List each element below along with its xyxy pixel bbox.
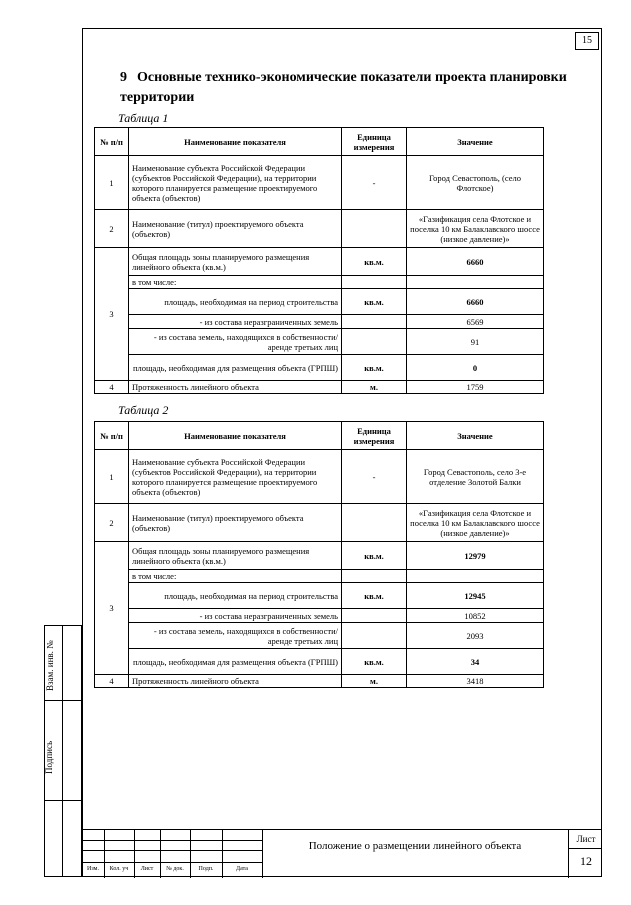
- row-unit: кв.м.: [342, 583, 407, 609]
- row-name: - из состава земель, находящихся в собственности/аренде третьих лиц: [129, 329, 342, 355]
- table-2: [94, 421, 544, 688]
- row-name: - из состава неразграниченных земель: [129, 315, 342, 329]
- section-heading: [120, 68, 590, 108]
- row-name: в том числе:: [129, 276, 342, 289]
- row-unit: кв.м.: [342, 289, 407, 315]
- row-name: - из состава земель, находящихся в собственности/аренде третьих лиц: [129, 623, 342, 649]
- row-num: 2: [95, 504, 129, 542]
- row-num: 4: [95, 675, 129, 688]
- row-value: 6569: [407, 315, 544, 329]
- row-value: 34: [407, 649, 544, 675]
- header-value: Значение: [407, 422, 544, 450]
- row-value: Город Севастополь, село 3-е отделение Золотой Балки: [407, 450, 544, 504]
- row-name: Общая площадь зоны планируемого размещения линейного объекта (кв.м.): [129, 542, 342, 570]
- stamp-col-izm: Изм.: [87, 866, 99, 872]
- row-value: «Газификация села Флотское и поселка 10 км Балаклавского шоссе (низкое давление)»: [407, 504, 544, 542]
- side-divider: [44, 800, 82, 801]
- row-name: Наименование (титул) проектируемого объекта (объектов): [129, 210, 342, 248]
- row-num: 3: [95, 542, 129, 675]
- row-name: Наименование субъекта Российской Федерации (субъектов Российской Федерации), на территории которого планируется размещение проектируемого объекта (объектов): [129, 450, 342, 504]
- row-value: 6660: [407, 248, 544, 276]
- header-name: Наименование показателя: [129, 422, 342, 450]
- title-block: [82, 829, 602, 877]
- row-value: 3418: [407, 675, 544, 688]
- row-value: 2093: [407, 623, 544, 649]
- row-unit: [342, 504, 407, 542]
- row-value: 91: [407, 329, 544, 355]
- row-unit: -: [342, 156, 407, 210]
- row-value: 10852: [407, 609, 544, 623]
- row-unit: -: [342, 450, 407, 504]
- stamp-col-kol: Кол. уч: [109, 866, 129, 872]
- stamp-col-date: Дата: [236, 866, 248, 872]
- row-num: 4: [95, 381, 129, 394]
- page-number: 15: [575, 32, 599, 50]
- row-name: Наименование субъекта Российской Федерации (субъектов Российской Федерации), на территории которого планируется размещение проектируемого объекта (объектов): [129, 156, 342, 210]
- stamp-col-doc: № док.: [166, 866, 184, 872]
- table2-caption: Таблица 2: [118, 403, 169, 417]
- row-unit: кв.м.: [342, 542, 407, 570]
- table1-caption: Таблица 1: [118, 111, 169, 125]
- row-num: 2: [95, 210, 129, 248]
- row-name: Протяженность линейного объекта: [129, 381, 342, 394]
- row-unit: [342, 210, 407, 248]
- row-unit: м.: [342, 675, 407, 688]
- row-value: 6660: [407, 289, 544, 315]
- header-unit: Единица измерения: [342, 422, 407, 450]
- row-name: площадь, необходимая на период строительства: [129, 583, 342, 609]
- table-1: [94, 127, 544, 394]
- header-unit: Единица измерения: [342, 128, 407, 156]
- header-name: Наименование показателя: [129, 128, 342, 156]
- row-value: 12945: [407, 583, 544, 609]
- row-name: площадь, необходимая для размещения объекта (ГРПШ): [129, 649, 342, 675]
- row-name: площадь, необходимая на период строительства: [129, 289, 342, 315]
- vzam-label: Взам. инв. №: [45, 640, 55, 691]
- row-name: Наименование (титул) проектируемого объекта (объектов): [129, 504, 342, 542]
- row-value: 12979: [407, 542, 544, 570]
- row-value: «Газификация села Флотское и поселка 10 км Балаклавского шоссе (низкое давление)»: [407, 210, 544, 248]
- sheet-label: Лист: [576, 834, 596, 844]
- sheet-number: 12: [580, 854, 592, 868]
- section-title: Основные технико-экономические показатели проекта планировки территории: [120, 70, 567, 105]
- row-value: 0: [407, 355, 544, 381]
- side-divider: [62, 625, 63, 877]
- side-divider: [44, 700, 82, 701]
- header-num: № п/п: [95, 128, 129, 156]
- row-name: Протяженность линейного объекта: [129, 675, 342, 688]
- stamp-col-podp: Подп.: [198, 866, 214, 872]
- row-num: 1: [95, 156, 129, 210]
- section-number: 9: [120, 70, 127, 85]
- row-name: площадь, необходимая для размещения объекта (ГРПШ): [129, 355, 342, 381]
- row-unit: кв.м.: [342, 248, 407, 276]
- row-name: в том числе:: [129, 570, 342, 583]
- row-value: 1759: [407, 381, 544, 394]
- row-name: Общая площадь зоны планируемого размещения линейного объекта (кв.м.): [129, 248, 342, 276]
- row-unit: кв.м.: [342, 355, 407, 381]
- row-num: 3: [95, 248, 129, 381]
- document-title: Положение о размещении линейного объекта: [308, 840, 522, 852]
- row-unit: м.: [342, 381, 407, 394]
- stamp-col-list: Лист: [140, 866, 154, 872]
- row-name: - из состава неразграниченных земель: [129, 609, 342, 623]
- row-value: Город Севастополь, (село Флотское): [407, 156, 544, 210]
- podpis-label: Подпись: [44, 740, 54, 774]
- header-num: № п/п: [95, 422, 129, 450]
- row-num: 1: [95, 450, 129, 504]
- header-value: Значение: [407, 128, 544, 156]
- row-unit: кв.м.: [342, 649, 407, 675]
